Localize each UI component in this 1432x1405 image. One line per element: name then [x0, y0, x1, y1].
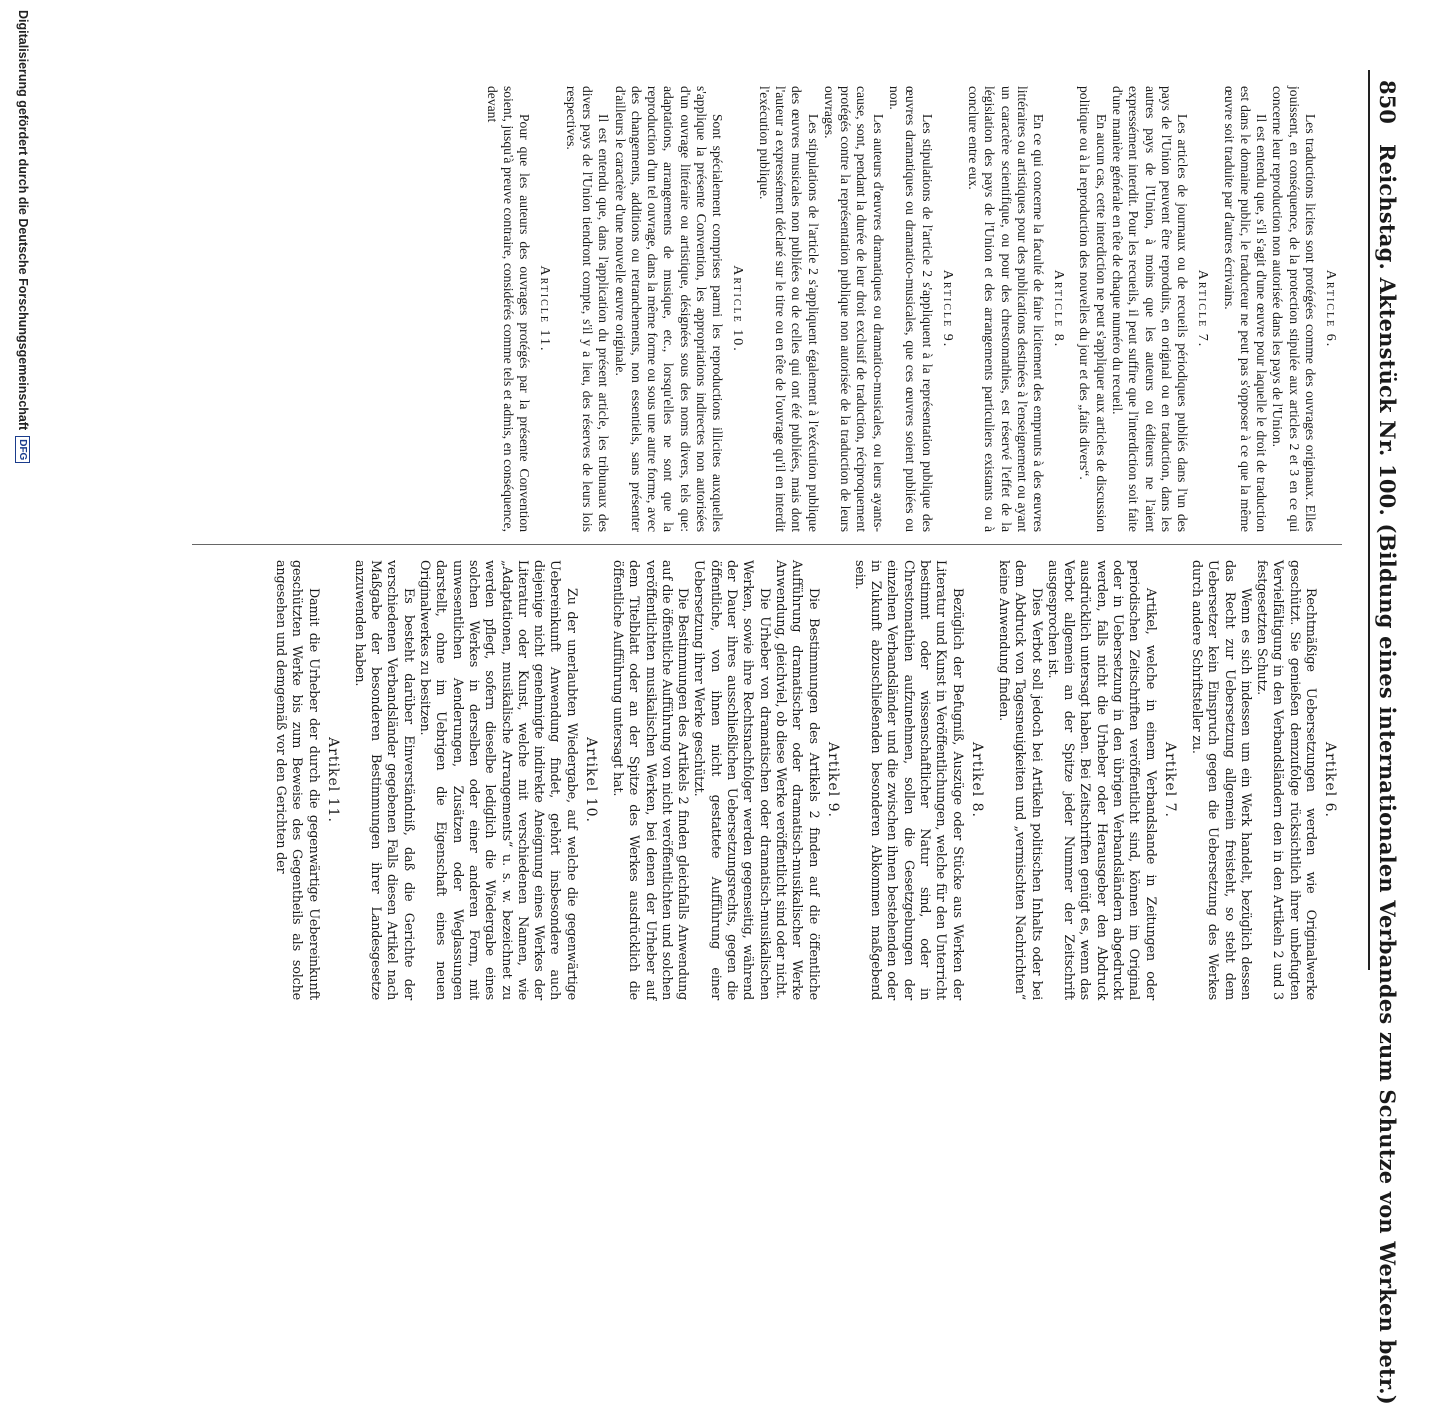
german-text-column [272, 560, 1348, 1000]
article-paragraph: Artikel, welche in einem Verbandslande in Zeitungen oder periodischen Zeitschriften veröffentlicht sind, können im Original oder in Uebersetzung in den übrigen Verbandsländern abgedruckt werden, falls nicht die Urheber oder Herausgeber den Abdruck ausdrücklich untersagt haben. Bei Zeitschriften genügt es, wenn das Verbot allgemein an der Spitze jeder Nummer der Zeitschrift ausgesprochen ist. [1044, 560, 1158, 1000]
running-title: Reichstag. Aktenstück Nr. 100. (Bildung eines internationalen Verbandes zum Schutze von Werken betr.) [1375, 144, 1400, 1405]
article-heading: Article 9. [939, 269, 955, 349]
header-rule [1368, 70, 1370, 970]
article-heading: Artikel 11. [324, 737, 341, 823]
article-paragraph: Il est entendu que, s'il s'agit d'une œuvre pour laquelle le droit de traduction est dans le domaine public, le traducteur ne peut pas s'opposer à ce que la même œuvre soit traduite par d'autres écrivains. [1221, 86, 1270, 532]
article-paragraph: Die Urheber von dramatischen oder dramatisch-musikalischen Werken, sowie ihre Rechtsnachfolger werden gegenseitig, während der Dauer ihres ausschließlichen Uebersetzungsrechts, gegen die öffentliche, von ihnen nicht gestattete Aufführung einer Uebersetzung ihrer Werke geschützt. [691, 560, 772, 1000]
credit-text: Digitalisierung gefördert durch die Deutsche Forschungsgemeinschaft [16, 10, 30, 431]
article-paragraph: Rechtmäßige Uebersetzungen werden wie Originalwerke geschützt. Sie genießen demzufolge rücksichtlich ihrer unbefugten Vervielfältigung in den Verbandsländern den in den Artikeln 2 und 3 festgesetzten Schutz. [1254, 560, 1318, 1000]
digitization-credit [12, 10, 34, 570]
article-paragraph: Les stipulations de l'article 2 s'appliquent à la représentation publique des œuvres dramatiques ou dramatico-musicales, que ces œuvres soient publiées ou non. [887, 86, 935, 532]
article-paragraph: Les articles de journaux ou de recueils périodiques publiés dans l'un des pays de l'Union peuvent être reproduits, en original ou en traduction, dans les autres pays de l'Union, à moins que les auteurs ou éditeurs ne l'aient expressément interdit. Pour les recueils, il peut suffire que l'interdiction soit faite d'une manière générale en tête de chaque numéro du recueil. [1110, 86, 1191, 532]
article-paragraph: Die Bestimmungen des Artikels 2 finden gleichfalls Anwendung auf die öffentliche Aufführung von nicht veröffentlichten und solchen veröffentlichten musikalischen Werken, bei denen der Urheber auf dem Titelblatt oder an der Spitze des Werkes ausdrücklich die öffentliche Aufführung untersagt hat. [610, 560, 691, 1000]
article-section [755, 86, 954, 532]
article-paragraph: Sont spécialement comprises parmi les reproductions illicites auxquelles s'applique la présente Convention, les appropriations indirectes non autorisées d'un ouvrage littéraire ou artistique, désignées sous des noms divers, tels que: adaptations, arrangements de musique, etc., lorsqu'elles ne sont que la reproduction d'un tel ouvrage, dans la même forme ou sous une autre forme, avec des changements, additions ou retranchements, non essentiels, sans présenter d'ailleurs le caractère d'une nouvelle œuvre originale. [612, 86, 726, 532]
article-heading: Article 11. [537, 265, 553, 353]
page-header [1354, 40, 1414, 1405]
article-section [851, 560, 985, 1000]
article-heading: Artikel 9. [824, 742, 841, 818]
article-paragraph: Zu der unerlaubten Wiedergabe, auf welche die gegenwärtige Uebereinkunft Anwendung findet, gehört insbesondere auch diejenige nicht genehmigte indirekte Aneignung eines Werkes der Literatur oder Kunst, welche mit verschiedenen Namen, wie „Adaptationen, musikalische Arrangements“ u. s. w. bezeichnet zu werden pflegt, sofern dieselbe lediglich die Wiedergabe eines solchen Werkes in derselben oder einer anderen Form, mit unwesentlichen Aenderungen, Zusätzen oder Weglassungen darstellt, ohne im Uebrigen die Eigenschaft eines neuen Originalwerkes zu besitzen. [417, 560, 579, 1000]
article-section [272, 560, 341, 1000]
article-paragraph: Les stipulations de l'article 2 s'appliquent également à l'exécution publique des œuvres musicales non publiées ou de celles qui ont été publiées, mais dont l'auteur a expressément déclaré sur le titre ou en tête de l'ouvrage qu'il en interdit l'exécution publique. [756, 86, 821, 532]
article-paragraph: Wenn es sich indessen um ein Werk handelt, bezüglich dessen das Recht zur Uebersetzung allgemein freisteht, so steht dem Uebersetzer kein Einspruch gegen die Uebersetzung des Werkes durch andere Schriftsteller zu. [1188, 560, 1253, 1000]
article-section [562, 86, 745, 532]
article-section [1220, 86, 1338, 532]
article-heading: Article 10. [730, 265, 746, 353]
article-heading: Article 7. [1195, 269, 1211, 349]
article-paragraph: Il est entendu que, dans l'application du présent article, les tribunaux des divers pays de l'Union tiendront compte, s'il y a lieu, des réserves de leurs lois respectives. [563, 86, 612, 532]
article-heading: Article 8. [1051, 269, 1067, 349]
article-paragraph: En aucun cas, cette interdiction ne peut s'appliquer aux articles de discussion politique ou à la reproduction des nouvelles du jour et des „faits divers“. [1077, 86, 1109, 532]
column-divider [192, 544, 1342, 545]
article-paragraph: Bezüglich der Befugniß, Auszüge oder Stücke aus Werken der Literatur und Kunst in Veröffentlichungen, welche für den Unterricht bestimmt oder wissenschaftlicher Natur sind, oder in Chrestomathien aufzunehmen, sollen die Gesetzgebungen der einzelnen Verbandsländer und die zwischen ihnen bestehenden oder in Zukunft abzuschließenden besonderen Abkommen maßgebend sein. [851, 560, 965, 1000]
article-section [609, 560, 841, 1000]
article-section [351, 560, 599, 1000]
french-text-column [484, 86, 1348, 532]
article-section [1188, 560, 1338, 1000]
article-section [965, 86, 1066, 532]
article-section [995, 560, 1178, 1000]
article-heading: Artikel 6. [1322, 742, 1338, 818]
page-number: 850 [1375, 80, 1400, 124]
article-paragraph: Es besteht darüber Einverständniß, daß die Gerichte der verschiedenen Verbandsländer gegebenen Falls diesen Artikel nach Maßgabe der besonderen Bestimmungen ihrer Landesgesetze anzuwenden haben. [351, 560, 416, 1000]
dfg-logo: DFG [16, 436, 31, 463]
article-paragraph: En ce qui concerne la faculté de faire licitement des emprunts à des œuvres littéraires ou artistiques pour des publications destinées à l'enseignement ou ayant un caractère scientifique, ou pour des chrestomathies, est réservé l'effet de la législation des pays de l'Union et des arrangements particuliers existants ou à conclure entre eux. [965, 86, 1047, 532]
article-heading: Artikel 10. [582, 737, 599, 823]
article-heading: Article 6. [1323, 269, 1338, 349]
article-heading: Artikel 7. [1161, 742, 1178, 818]
article-paragraph: Dies Verbot soll jedoch bei Artikeln politischen Inhalts oder bei dem Abdruck von Tagesneuigkeiten und „vermischten Nachrichten“ keine Anwendung finden. [995, 560, 1044, 1000]
article-heading: Artikel 8. [968, 742, 985, 818]
article-section [1076, 86, 1210, 532]
article-paragraph: Die Bestimmungen des Artikels 2 finden auf die öffentliche Aufführung dramatischer oder dramatisch-musikalischer Werke Anwendung, gleichviel, ob diese Werke veröffentlicht sind oder nicht. [772, 560, 821, 1000]
article-paragraph: Damit die Urheber der durch die gegenwärtige Uebereinkunft geschützten Werke bis zum Beweise des Gegentheils als solche angesehen und demgemäß vor den Gerichten der [272, 560, 321, 1000]
article-paragraph: Les traductions licites sont protégées comme des ouvrages originaux. Elles jouissent, en conséquence, de la protection stipulée aux articles 2 et 3 en ce qui concerne leur reproduction non autorisée dans les pays de l'Union. [1270, 86, 1318, 532]
article-section [484, 86, 553, 532]
article-paragraph: Pour que les auteurs des ouvrages protégés par la présente Convention soient, jusqu'à preuve contraire, considérés comme tels et admis, en conséquence, devant [484, 86, 533, 532]
article-paragraph: Les auteurs d'œuvres dramatiques ou dramatico-musicales, ou leurs ayants-cause, sont, pendant la durée de leur droit exclusif de traduction, réciproquement protégés contre la représentation publique non autorisée de la traduction de leurs ouvrages. [821, 86, 886, 532]
